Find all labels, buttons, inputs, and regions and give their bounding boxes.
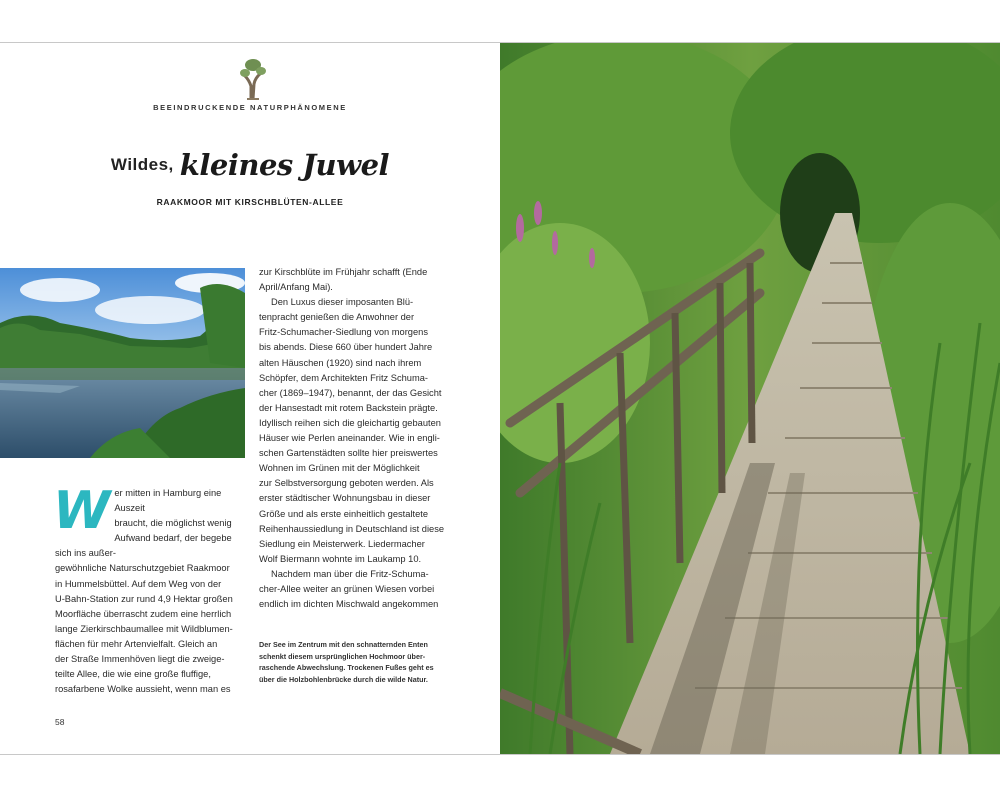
drop-cap: W <box>53 481 111 541</box>
title-plain: Wildes, <box>110 155 174 174</box>
page-subtitle: RAAKMOOR MIT KIRSCHBLÜTEN-ALLEE <box>156 197 344 207</box>
text-column-left: W er mitten in Hamburg eine Auszeit braucht, die möglichst wenig Aufwand bedarf, der begebe sich ins außer- gewöhnliche Naturschutzgebiet Raakmoor in Hummelsbüttel. Auf dem Weg von der U-Bahn-Station zur rund 4,9 Hektar großen Moorfläche überrascht zudem eine herrlich lange Zierkirschbaumallee mit Wildblumen- flächen für mehr Artenvielfalt. Gleich an der Straße Immenhöven liegt die zweige- teilte Allee, die wie eine große fluffige, rosafarbene Wolke aussieht, wenn man es <box>53 481 233 695</box>
lake-photo <box>0 268 245 458</box>
paragraph: zur Kirschblüte im Frühjahr schafft (Ende April/Anfang Mai). <box>259 267 428 293</box>
paragraph: Den Luxus dieser imposanten Blü- tenpracht genießen die Anwohner der Fritz-Schumacher-Siedlung von morgens bis abends. Diese 660 über hundert Jahre alten Häuschen (1920) sind nach ihrem Schöpfer, dem Architekten Fritz Schuma- cher (1869–1947), benannt, der das Gesicht der Hansestadt mit rotem Backstein prägte. Idyllisch reihen sich die gleichartig gebauten Häuser wie Perlen aneinander. Wie in engli- schen Gartenstädten sollte hier preiswertes Wohnen im Grünen mit der Möglichkeit zur Selbstversorgung geboten werden. Als erster städtischer Wohnungsbau in dieser Größe und als erste einheitlich gestaltete Reihenhaussiedlung in Deutschland ist diese Siedlung ein Meisterwerk. Liedermacher Wolf Biermann wohnte im Laukamp 10. <box>259 297 445 564</box>
boardwalk-photo <box>500 43 1000 754</box>
photo-caption: Der See im Zentrum mit den schnatternden Enten schenkt diesem ursprünglichen Hochmoor über- raschende Abwechslung. Trockenen Fußes geht es über die Holzbohlenbrücke durch die wilde Natur. <box>259 640 434 684</box>
paragraph: Nachdem man über die Fritz-Schuma- cher-Allee weiter an grünen Wiesen vorbei endlich im dichten Mischwald angekommen <box>259 568 439 610</box>
title-script: kleines Juwel <box>179 148 390 182</box>
text-column-right <box>259 265 452 612</box>
page-frame-bottom <box>0 754 1000 755</box>
tree-icon <box>239 56 267 100</box>
page-title <box>0 148 500 182</box>
page-number: 58 <box>55 717 65 727</box>
section-kicker: BEEINDRUCKENDE NATURPHÄNOMENE <box>153 103 347 112</box>
